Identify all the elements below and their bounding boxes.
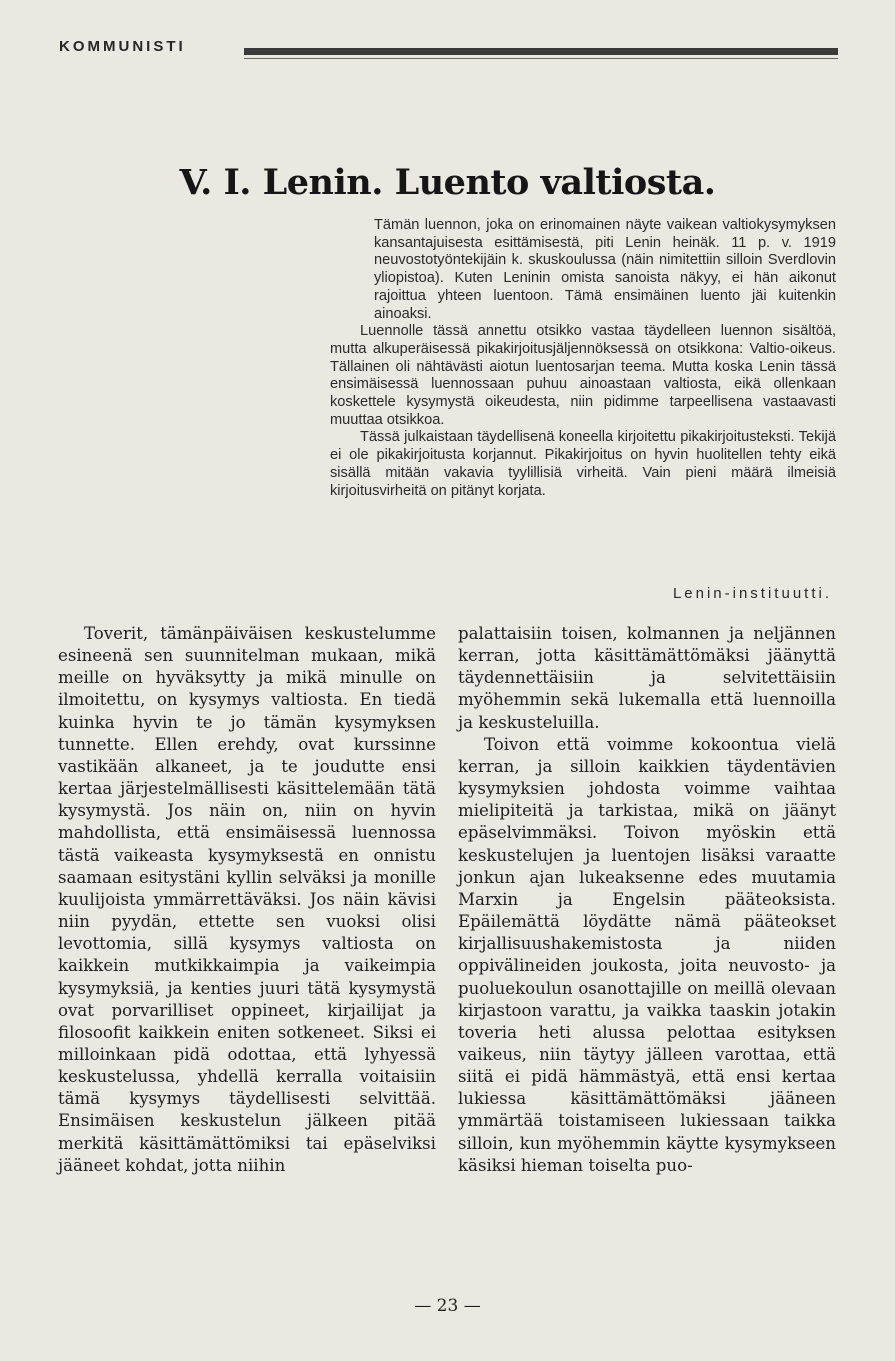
article-title: V. I. Lenin. Luento valtiosta. <box>179 162 716 203</box>
right-column <box>458 623 836 1177</box>
editorial-intro <box>330 217 836 500</box>
running-head: KOMMUNISTI <box>59 38 186 55</box>
body-paragraph: Toverit, tämänpäiväisen keskustelumme esineenä sen suunnitelman mukaan, mikä meille on hyväksytty ja mikä minulle on ilmoitettu, on kysymys valtiosta. En tiedä kuinka hyvin te jo tämän kysymyksen tunnette. Ellen erehdy, ovat kurssinne vastikään alkaneet, ja te joudutte ensi kertaa järjestelmällisesti käsittelemään tätä kysymystä. Jos näin on, niin on hyvin mahdollista, että ensimäisessä luennossa tästä vaikeasta kysymyksestä en onnistu saamaan esitystäni kyllin selväksi ja monille kuulijoista ymmärrettäväksi. Jos näin kävisi niin pyydän, ettette sen vuoksi olisi levottomia, sillä kysymys valtiosta on kaikkein mutkikkaimpia ja vaikeimpia kysymyksiä, ja kenties juuri tätä kysymystä ovat porvarilliset oppineet, kirjailijat ja filosoofit kaikkein eniten sotkeneet. Siksi ei milloinkaan pidä odottaa, että lyhyessä keskustelussa, yhdellä kerralla voitaisiin tämä kysymys täydellisesti selvittää. Ensimäisen keskustelun jälkeen pitää merkitä käsittämättömiksi tai epäselviksi jääneet kohdat, jotta niihin <box>58 624 436 1175</box>
page-number: — 23 — <box>414 1296 481 1316</box>
intro-signature: Lenin-instituutti. <box>672 585 832 602</box>
left-column <box>58 623 436 1177</box>
body-paragraph: Toivon että voimme kokoontua vielä kerran, ja silloin kaikkien täydentävien kysymyksien johdosta voimme vaihtaa mielipiteitä ja tarkistaa, mikä on jäänyt epäselvimmäksi. Toivon myöskin että keskustelujen ja luentojen lisäksi varaatte jonkun ajan lukeaksenne edes muutamia Marxin ja Engelsin pääteoksista. Epäilemättä löydätte nämä pääteokset kirjallisuushakemistosta ja niiden oppivälineiden joukosta, joita neuvosto- ja puoluekoulun osanottajille on meillä olevaan kirjastoon varattu, ja vaikka taaskin jotakin toveria heti alussa pelottaa esityksen vaikeus, niin täytyy jälleen varottaa, että siitä ei pidä hämmästyä, että ensi kertaa lukiessa käsittämättömäksi jääneen ymmärtää toistamiseen lukiessaan taikka silloin, kun myöhemmin käytte kysymykseen käsiksi hieman toiselta puo- <box>458 734 836 1175</box>
header-rule-thin <box>244 58 838 59</box>
body-paragraph: palattaisiin toisen, kolmannen ja neljännen kerran, jotta käsittämättömäksi jäänyttä täydennettäisiin ja selvitettäisiin myöhemmin sekä lukemalla että luennoilla ja keskusteluilla. <box>458 624 836 732</box>
intro-paragraph: Luennolle tässä annettu otsikko vastaa täydelleen luennon sisältöä, mutta alkuperäisessä pikakirjoitusjäljennöksessä on otsikkona: Valtio-oikeus. Tällainen oli nähtävästi aiotun luentosarjan teema. Mutta koska Lenin tässä ensimäisessä luennossaan puhuu ainoastaan valtiosta, eikä ollenkaan koskettele kysymystä oikeudesta, niin pidimme tarpeellisena vastaavasti muuttaa otsikkoa. <box>330 323 836 428</box>
intro-paragraph: Tämän luennon, joka on erinomainen näyte vaikean valtiokysymyksen kansantajuisesta esittämisestä, piti Lenin heinäk. 11 p. v. 1919 neuvostotyöntekijäin k. skuskoulussa (näin nimitettiin silloin Sverdlovin yliopistoa). Kuten Leninin omista sanoista näkyy, ei hän aikonut rajoittua yhteen luentoon. Tämä ensimäinen luento jäi kuitenkin ainoaksi. <box>374 217 836 322</box>
intro-paragraph: Tässä julkaistaan täydellisenä koneella kirjoitettu pikakirjoitusteksti. Tekijä ei ole pikakirjoitusta korjannut. Pikakirjoitus on hyvin huolitellen tehty eikä sisällä mitään vakavia tyylillisiä virheitä. Vain pieni määrä ilmeisiä kirjoitusvirheitä on pitänyt korjata. <box>330 429 836 499</box>
header-rule <box>244 48 838 55</box>
